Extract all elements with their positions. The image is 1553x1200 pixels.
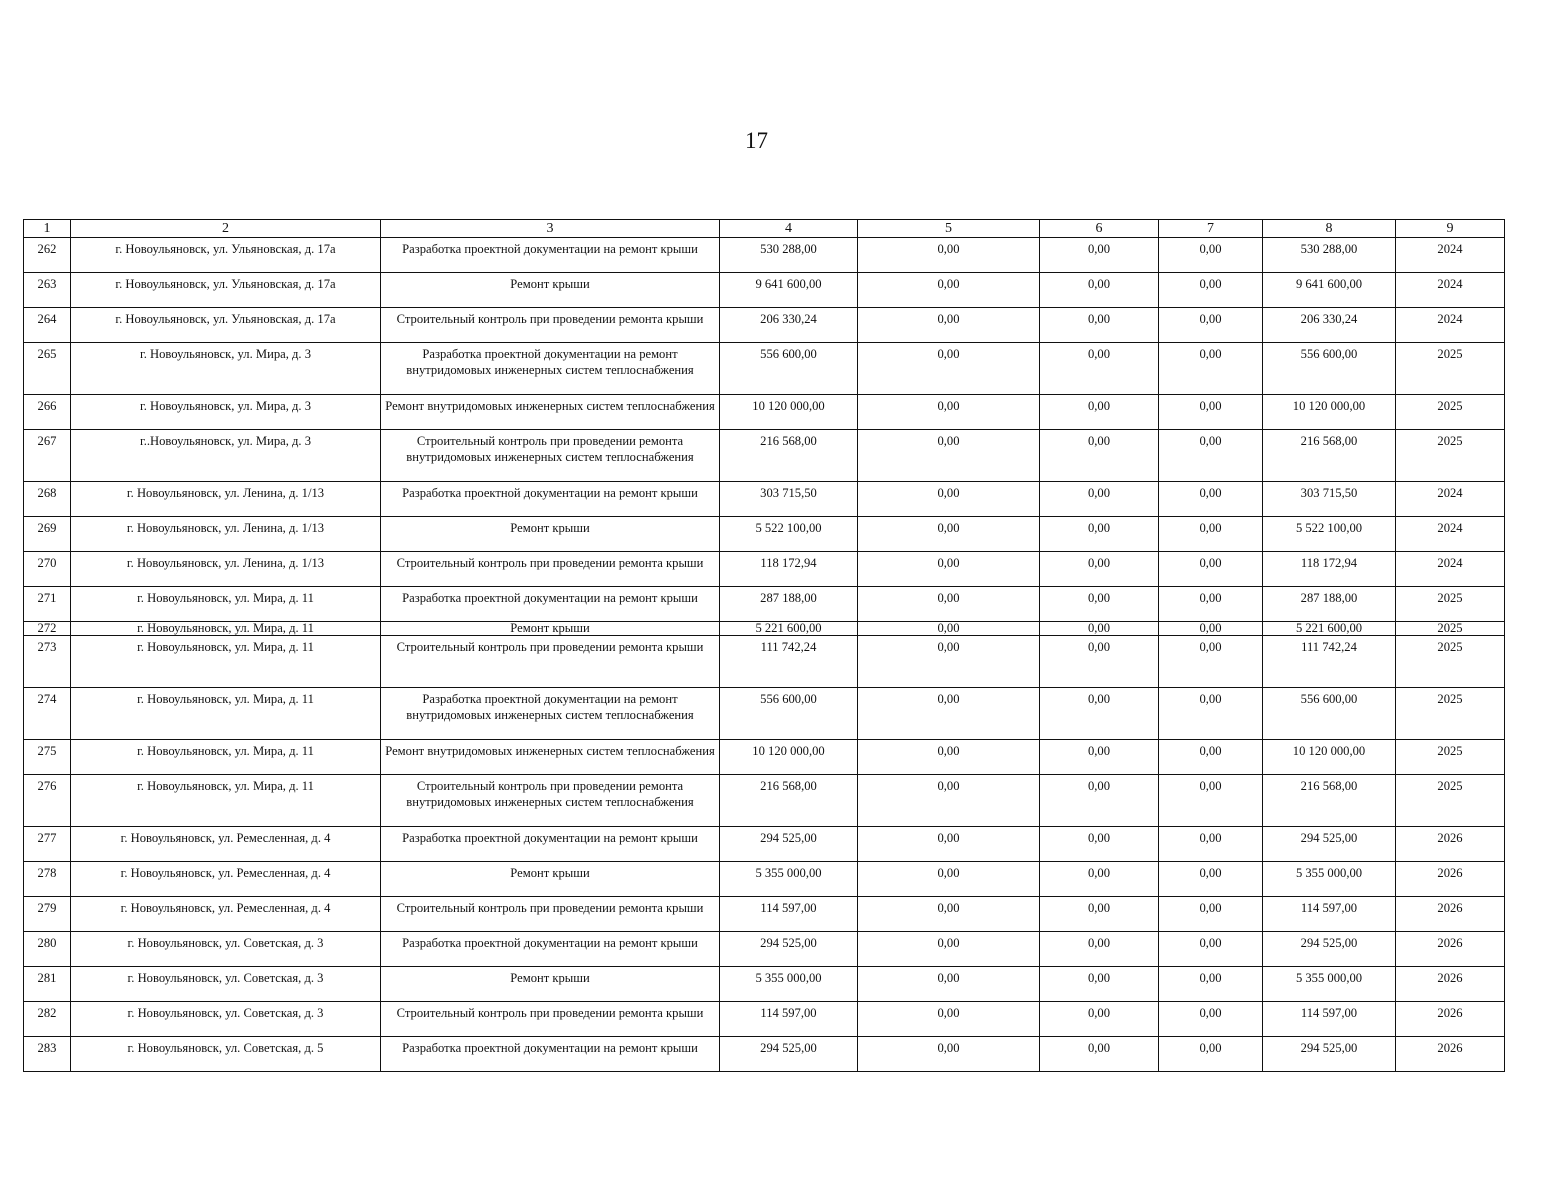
address-cell: г. Новоульяновск, ул. Ремесленная, д. 4 bbox=[71, 862, 381, 897]
column-7-amount-cell: 0,00 bbox=[1159, 775, 1263, 827]
row-number-cell: 275 bbox=[24, 740, 71, 775]
column-header: 5 bbox=[858, 220, 1040, 238]
table-row bbox=[24, 775, 1505, 827]
column-6-amount-cell: 0,00 bbox=[1040, 1037, 1159, 1072]
column-5-amount-cell: 0,00 bbox=[858, 775, 1040, 827]
table-row bbox=[24, 1002, 1505, 1037]
column-5-amount-cell: 0,00 bbox=[858, 517, 1040, 552]
column-6-amount-cell: 0,00 bbox=[1040, 587, 1159, 622]
table-row bbox=[24, 587, 1505, 622]
column-8-amount-cell: 10 120 000,00 bbox=[1263, 740, 1396, 775]
column-5-amount-cell: 0,00 bbox=[858, 740, 1040, 775]
column-7-amount-cell: 0,00 bbox=[1159, 688, 1263, 740]
table-row bbox=[24, 827, 1505, 862]
row-number-cell: 271 bbox=[24, 587, 71, 622]
column-8-amount-cell: 287 188,00 bbox=[1263, 587, 1396, 622]
column-7-amount-cell: 0,00 bbox=[1159, 238, 1263, 273]
table-row bbox=[24, 395, 1505, 430]
column-7-amount-cell: 0,00 bbox=[1159, 636, 1263, 688]
column-7-amount-cell: 0,00 bbox=[1159, 932, 1263, 967]
address-cell: г. Новоульяновск, ул. Мира, д. 11 bbox=[71, 740, 381, 775]
table-row bbox=[24, 862, 1505, 897]
column-8-amount-cell: 10 120 000,00 bbox=[1263, 395, 1396, 430]
column-6-amount-cell: 0,00 bbox=[1040, 622, 1159, 636]
column-6-amount-cell: 0,00 bbox=[1040, 430, 1159, 482]
column-4-amount-cell: 530 288,00 bbox=[720, 238, 858, 273]
column-5-amount-cell: 0,00 bbox=[858, 636, 1040, 688]
column-5-amount-cell: 0,00 bbox=[858, 622, 1040, 636]
year-cell: 2026 bbox=[1396, 827, 1505, 862]
column-6-amount-cell: 0,00 bbox=[1040, 897, 1159, 932]
row-number-cell: 276 bbox=[24, 775, 71, 827]
address-cell: г. Новоульяновск, ул. Советская, д. 5 bbox=[71, 1037, 381, 1072]
column-7-amount-cell: 0,00 bbox=[1159, 482, 1263, 517]
row-number-cell: 264 bbox=[24, 308, 71, 343]
work-type-cell: Ремонт внутридомовых инженерных систем теплоснабжения bbox=[381, 395, 720, 430]
column-7-amount-cell: 0,00 bbox=[1159, 552, 1263, 587]
work-type-cell: Разработка проектной документации на ремонт крыши bbox=[381, 482, 720, 517]
work-type-cell: Строительный контроль при проведении ремонта крыши bbox=[381, 897, 720, 932]
column-7-amount-cell: 0,00 bbox=[1159, 343, 1263, 395]
work-type-cell: Разработка проектной документации на ремонт крыши bbox=[381, 587, 720, 622]
column-6-amount-cell: 0,00 bbox=[1040, 740, 1159, 775]
table-row bbox=[24, 343, 1505, 395]
column-8-amount-cell: 294 525,00 bbox=[1263, 1037, 1396, 1072]
column-6-amount-cell: 0,00 bbox=[1040, 775, 1159, 827]
row-number-cell: 272 bbox=[24, 622, 71, 636]
work-type-cell: Ремонт крыши bbox=[381, 517, 720, 552]
address-cell: г. Новоульяновск, ул. Советская, д. 3 bbox=[71, 932, 381, 967]
table-row bbox=[24, 552, 1505, 587]
row-number-cell: 267 bbox=[24, 430, 71, 482]
column-7-amount-cell: 0,00 bbox=[1159, 273, 1263, 308]
column-4-amount-cell: 111 742,24 bbox=[720, 636, 858, 688]
column-6-amount-cell: 0,00 bbox=[1040, 395, 1159, 430]
work-type-cell: Разработка проектной документации на ремонт внутридомовых инженерных систем теплоснабжения bbox=[381, 343, 720, 395]
table-row bbox=[24, 622, 1505, 636]
address-cell: г. Новоульяновск, ул. Ремесленная, д. 4 bbox=[71, 897, 381, 932]
table-row bbox=[24, 636, 1505, 688]
address-cell: г. Новоульяновск, ул. Ленина, д. 1/13 bbox=[71, 517, 381, 552]
work-type-cell: Ремонт крыши bbox=[381, 967, 720, 1002]
address-cell: г. Новоульяновск, ул. Мира, д. 11 bbox=[71, 688, 381, 740]
column-header: 1 bbox=[24, 220, 71, 238]
column-6-amount-cell: 0,00 bbox=[1040, 308, 1159, 343]
column-8-amount-cell: 5 355 000,00 bbox=[1263, 967, 1396, 1002]
work-type-cell: Разработка проектной документации на ремонт крыши bbox=[381, 827, 720, 862]
year-cell: 2026 bbox=[1396, 932, 1505, 967]
column-4-amount-cell: 114 597,00 bbox=[720, 897, 858, 932]
row-number-cell: 281 bbox=[24, 967, 71, 1002]
row-number-cell: 266 bbox=[24, 395, 71, 430]
table-row bbox=[24, 482, 1505, 517]
address-cell: г. Новоульяновск, ул. Ремесленная, д. 4 bbox=[71, 827, 381, 862]
column-5-amount-cell: 0,00 bbox=[858, 273, 1040, 308]
year-cell: 2025 bbox=[1396, 587, 1505, 622]
address-cell: г..Новоульяновск, ул. Мира, д. 3 bbox=[71, 430, 381, 482]
table-row bbox=[24, 740, 1505, 775]
column-6-amount-cell: 0,00 bbox=[1040, 1002, 1159, 1037]
column-7-amount-cell: 0,00 bbox=[1159, 622, 1263, 636]
column-6-amount-cell: 0,00 bbox=[1040, 967, 1159, 1002]
address-cell: г. Новоульяновск, ул. Ленина, д. 1/13 bbox=[71, 552, 381, 587]
column-8-amount-cell: 118 172,94 bbox=[1263, 552, 1396, 587]
work-type-cell: Ремонт внутридомовых инженерных систем теплоснабжения bbox=[381, 740, 720, 775]
column-6-amount-cell: 0,00 bbox=[1040, 238, 1159, 273]
column-header: 4 bbox=[720, 220, 858, 238]
column-header: 6 bbox=[1040, 220, 1159, 238]
year-cell: 2025 bbox=[1396, 430, 1505, 482]
column-4-amount-cell: 5 355 000,00 bbox=[720, 967, 858, 1002]
column-8-amount-cell: 303 715,50 bbox=[1263, 482, 1396, 517]
column-4-amount-cell: 206 330,24 bbox=[720, 308, 858, 343]
year-cell: 2024 bbox=[1396, 552, 1505, 587]
year-cell: 2026 bbox=[1396, 897, 1505, 932]
column-header: 8 bbox=[1263, 220, 1396, 238]
column-6-amount-cell: 0,00 bbox=[1040, 482, 1159, 517]
column-5-amount-cell: 0,00 bbox=[858, 827, 1040, 862]
year-cell: 2025 bbox=[1396, 343, 1505, 395]
column-8-amount-cell: 111 742,24 bbox=[1263, 636, 1396, 688]
column-4-amount-cell: 294 525,00 bbox=[720, 1037, 858, 1072]
work-type-cell: Строительный контроль при проведении ремонта крыши bbox=[381, 636, 720, 688]
column-7-amount-cell: 0,00 bbox=[1159, 517, 1263, 552]
table-row bbox=[24, 238, 1505, 273]
column-header: 7 bbox=[1159, 220, 1263, 238]
column-4-amount-cell: 556 600,00 bbox=[720, 343, 858, 395]
work-type-cell: Разработка проектной документации на ремонт внутридомовых инженерных систем теплоснабжения bbox=[381, 688, 720, 740]
table-row bbox=[24, 897, 1505, 932]
column-5-amount-cell: 0,00 bbox=[858, 1037, 1040, 1072]
column-4-amount-cell: 5 355 000,00 bbox=[720, 862, 858, 897]
column-5-amount-cell: 0,00 bbox=[858, 1002, 1040, 1037]
column-5-amount-cell: 0,00 bbox=[858, 932, 1040, 967]
column-4-amount-cell: 114 597,00 bbox=[720, 1002, 858, 1037]
column-4-amount-cell: 216 568,00 bbox=[720, 775, 858, 827]
column-7-amount-cell: 0,00 bbox=[1159, 395, 1263, 430]
column-4-amount-cell: 294 525,00 bbox=[720, 932, 858, 967]
column-7-amount-cell: 0,00 bbox=[1159, 827, 1263, 862]
page-number: 17 bbox=[745, 128, 768, 153]
address-cell: г. Новоульяновск, ул. Мира, д. 11 bbox=[71, 622, 381, 636]
column-6-amount-cell: 0,00 bbox=[1040, 636, 1159, 688]
row-number-cell: 270 bbox=[24, 552, 71, 587]
year-cell: 2024 bbox=[1396, 273, 1505, 308]
table-row bbox=[24, 517, 1505, 552]
column-5-amount-cell: 0,00 bbox=[858, 395, 1040, 430]
work-type-cell: Строительный контроль при проведении ремонта внутридомовых инженерных систем теплоснабжения bbox=[381, 430, 720, 482]
column-6-amount-cell: 0,00 bbox=[1040, 688, 1159, 740]
column-header: 3 bbox=[381, 220, 720, 238]
table-row bbox=[24, 967, 1505, 1002]
work-type-cell: Разработка проектной документации на ремонт крыши bbox=[381, 1037, 720, 1072]
column-4-amount-cell: 287 188,00 bbox=[720, 587, 858, 622]
row-number-cell: 265 bbox=[24, 343, 71, 395]
column-6-amount-cell: 0,00 bbox=[1040, 862, 1159, 897]
column-header: 9 bbox=[1396, 220, 1505, 238]
address-cell: г. Новоульяновск, ул. Ульяновская, д. 17а bbox=[71, 238, 381, 273]
table-row bbox=[24, 273, 1505, 308]
address-cell: г. Новоульяновск, ул. Ульяновская, д. 17а bbox=[71, 308, 381, 343]
row-number-cell: 283 bbox=[24, 1037, 71, 1072]
column-8-amount-cell: 556 600,00 bbox=[1263, 688, 1396, 740]
year-cell: 2025 bbox=[1396, 740, 1505, 775]
column-8-amount-cell: 5 355 000,00 bbox=[1263, 862, 1396, 897]
work-type-cell: Строительный контроль при проведении ремонта крыши bbox=[381, 1002, 720, 1037]
column-4-amount-cell: 5 221 600,00 bbox=[720, 622, 858, 636]
column-8-amount-cell: 530 288,00 bbox=[1263, 238, 1396, 273]
column-7-amount-cell: 0,00 bbox=[1159, 308, 1263, 343]
column-8-amount-cell: 9 641 600,00 bbox=[1263, 273, 1396, 308]
column-8-amount-cell: 216 568,00 bbox=[1263, 775, 1396, 827]
work-type-cell: Ремонт крыши bbox=[381, 273, 720, 308]
year-cell: 2025 bbox=[1396, 688, 1505, 740]
column-7-amount-cell: 0,00 bbox=[1159, 740, 1263, 775]
column-5-amount-cell: 0,00 bbox=[858, 430, 1040, 482]
table-row bbox=[24, 430, 1505, 482]
column-8-amount-cell: 556 600,00 bbox=[1263, 343, 1396, 395]
year-cell: 2026 bbox=[1396, 1037, 1505, 1072]
column-5-amount-cell: 0,00 bbox=[858, 587, 1040, 622]
column-8-amount-cell: 5 221 600,00 bbox=[1263, 622, 1396, 636]
column-8-amount-cell: 5 522 100,00 bbox=[1263, 517, 1396, 552]
row-number-cell: 263 bbox=[24, 273, 71, 308]
work-type-cell: Строительный контроль при проведении ремонта крыши bbox=[381, 552, 720, 587]
work-type-cell: Разработка проектной документации на ремонт крыши bbox=[381, 238, 720, 273]
table-row bbox=[24, 688, 1505, 740]
year-cell: 2025 bbox=[1396, 775, 1505, 827]
column-4-amount-cell: 303 715,50 bbox=[720, 482, 858, 517]
table-row bbox=[24, 932, 1505, 967]
column-8-amount-cell: 294 525,00 bbox=[1263, 932, 1396, 967]
column-4-amount-cell: 294 525,00 bbox=[720, 827, 858, 862]
column-4-amount-cell: 10 120 000,00 bbox=[720, 740, 858, 775]
address-cell: г. Новоульяновск, ул. Мира, д. 11 bbox=[71, 636, 381, 688]
year-cell: 2024 bbox=[1396, 482, 1505, 517]
row-number-cell: 277 bbox=[24, 827, 71, 862]
year-cell: 2025 bbox=[1396, 636, 1505, 688]
column-7-amount-cell: 0,00 bbox=[1159, 587, 1263, 622]
address-cell: г. Новоульяновск, ул. Советская, д. 3 bbox=[71, 1002, 381, 1037]
address-cell: г. Новоульяновск, ул. Ульяновская, д. 17а bbox=[71, 273, 381, 308]
column-header-row bbox=[24, 220, 1505, 238]
address-cell: г. Новоульяновск, ул. Мира, д. 11 bbox=[71, 587, 381, 622]
column-7-amount-cell: 0,00 bbox=[1159, 430, 1263, 482]
column-7-amount-cell: 0,00 bbox=[1159, 1037, 1263, 1072]
column-8-amount-cell: 206 330,24 bbox=[1263, 308, 1396, 343]
column-7-amount-cell: 0,00 bbox=[1159, 862, 1263, 897]
year-cell: 2026 bbox=[1396, 1002, 1505, 1037]
column-4-amount-cell: 10 120 000,00 bbox=[720, 395, 858, 430]
year-cell: 2024 bbox=[1396, 308, 1505, 343]
row-number-cell: 282 bbox=[24, 1002, 71, 1037]
work-type-cell: Ремонт крыши bbox=[381, 622, 720, 636]
column-4-amount-cell: 9 641 600,00 bbox=[720, 273, 858, 308]
row-number-cell: 273 bbox=[24, 636, 71, 688]
column-8-amount-cell: 114 597,00 bbox=[1263, 897, 1396, 932]
year-cell: 2025 bbox=[1396, 622, 1505, 636]
column-7-amount-cell: 0,00 bbox=[1159, 967, 1263, 1002]
column-6-amount-cell: 0,00 bbox=[1040, 552, 1159, 587]
table-row bbox=[24, 308, 1505, 343]
work-type-cell: Строительный контроль при проведении ремонта крыши bbox=[381, 308, 720, 343]
year-cell: 2024 bbox=[1396, 517, 1505, 552]
year-cell: 2025 bbox=[1396, 395, 1505, 430]
year-cell: 2026 bbox=[1396, 967, 1505, 1002]
column-5-amount-cell: 0,00 bbox=[858, 308, 1040, 343]
column-5-amount-cell: 0,00 bbox=[858, 897, 1040, 932]
work-type-cell: Ремонт крыши bbox=[381, 862, 720, 897]
column-6-amount-cell: 0,00 bbox=[1040, 827, 1159, 862]
row-number-cell: 280 bbox=[24, 932, 71, 967]
column-6-amount-cell: 0,00 bbox=[1040, 517, 1159, 552]
column-5-amount-cell: 0,00 bbox=[858, 552, 1040, 587]
row-number-cell: 279 bbox=[24, 897, 71, 932]
year-cell: 2026 bbox=[1396, 862, 1505, 897]
column-8-amount-cell: 216 568,00 bbox=[1263, 430, 1396, 482]
column-4-amount-cell: 216 568,00 bbox=[720, 430, 858, 482]
column-4-amount-cell: 556 600,00 bbox=[720, 688, 858, 740]
repair-schedule-table bbox=[23, 219, 1505, 1072]
column-5-amount-cell: 0,00 bbox=[858, 482, 1040, 517]
year-cell: 2024 bbox=[1396, 238, 1505, 273]
column-6-amount-cell: 0,00 bbox=[1040, 273, 1159, 308]
column-6-amount-cell: 0,00 bbox=[1040, 932, 1159, 967]
work-type-cell: Строительный контроль при проведении ремонта внутридомовых инженерных систем теплоснабжения bbox=[381, 775, 720, 827]
table-body bbox=[24, 238, 1505, 1072]
address-cell: г. Новоульяновск, ул. Ленина, д. 1/13 bbox=[71, 482, 381, 517]
table-row bbox=[24, 1037, 1505, 1072]
row-number-cell: 278 bbox=[24, 862, 71, 897]
column-8-amount-cell: 114 597,00 bbox=[1263, 1002, 1396, 1037]
column-5-amount-cell: 0,00 bbox=[858, 238, 1040, 273]
work-type-cell: Разработка проектной документации на ремонт крыши bbox=[381, 932, 720, 967]
column-6-amount-cell: 0,00 bbox=[1040, 343, 1159, 395]
row-number-cell: 262 bbox=[24, 238, 71, 273]
column-5-amount-cell: 0,00 bbox=[858, 688, 1040, 740]
column-4-amount-cell: 5 522 100,00 bbox=[720, 517, 858, 552]
row-number-cell: 274 bbox=[24, 688, 71, 740]
row-number-cell: 269 bbox=[24, 517, 71, 552]
column-7-amount-cell: 0,00 bbox=[1159, 1002, 1263, 1037]
address-cell: г. Новоульяновск, ул. Мира, д. 11 bbox=[71, 775, 381, 827]
column-4-amount-cell: 118 172,94 bbox=[720, 552, 858, 587]
column-7-amount-cell: 0,00 bbox=[1159, 897, 1263, 932]
column-5-amount-cell: 0,00 bbox=[858, 967, 1040, 1002]
column-5-amount-cell: 0,00 bbox=[858, 343, 1040, 395]
address-cell: г. Новоульяновск, ул. Мира, д. 3 bbox=[71, 343, 381, 395]
address-cell: г. Новоульяновск, ул. Советская, д. 3 bbox=[71, 967, 381, 1002]
column-5-amount-cell: 0,00 bbox=[858, 862, 1040, 897]
row-number-cell: 268 bbox=[24, 482, 71, 517]
address-cell: г. Новоульяновск, ул. Мира, д. 3 bbox=[71, 395, 381, 430]
column-header: 2 bbox=[71, 220, 381, 238]
column-8-amount-cell: 294 525,00 bbox=[1263, 827, 1396, 862]
